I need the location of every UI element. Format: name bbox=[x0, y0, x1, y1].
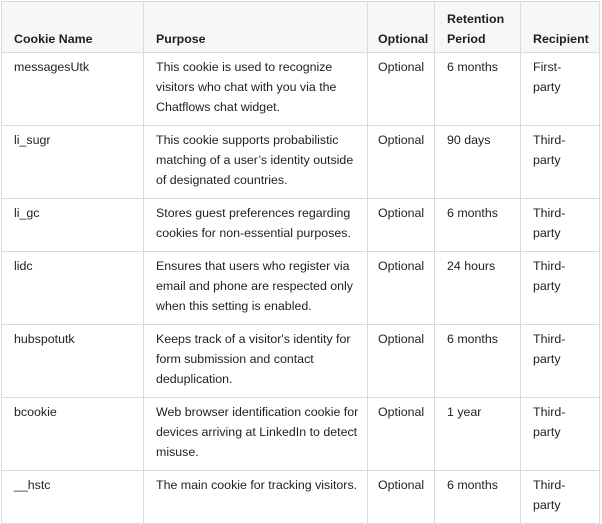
recipient-line: party bbox=[533, 279, 561, 293]
table-header bbox=[2, 2, 600, 53]
purpose-line: The main cookie for tracking visitors. bbox=[156, 478, 358, 492]
cookie-name-cell bbox=[2, 398, 144, 471]
retention-value: 6 months bbox=[447, 206, 498, 220]
cookie-name: lidc bbox=[14, 259, 33, 273]
recipient-line: party bbox=[533, 498, 561, 512]
optional-value: Optional bbox=[378, 332, 425, 346]
retention-value: 24 hours bbox=[447, 259, 496, 273]
table-row bbox=[2, 126, 600, 199]
recipient-line: First- bbox=[533, 60, 562, 74]
cookie-name-cell bbox=[2, 471, 144, 524]
cookie-table bbox=[1, 1, 600, 524]
retention-cell bbox=[435, 199, 521, 252]
retention-cell bbox=[435, 398, 521, 471]
cookie-name-cell bbox=[2, 126, 144, 199]
purpose-line: of designated countries. bbox=[156, 173, 288, 187]
purpose-line: deduplication. bbox=[156, 372, 233, 386]
purpose-line: devices arriving at LinkedIn to detect bbox=[156, 425, 358, 439]
retention-cell bbox=[435, 53, 521, 126]
optional-cell bbox=[368, 199, 435, 252]
optional-cell bbox=[368, 252, 435, 325]
purpose-line: Keeps track of a visitor's identity for bbox=[156, 332, 351, 346]
optional-cell bbox=[368, 53, 435, 126]
cookie-name-cell bbox=[2, 199, 144, 252]
optional-value: Optional bbox=[378, 60, 425, 74]
purpose-line: Stores guest preferences regarding bbox=[156, 206, 351, 220]
optional-value: Optional bbox=[378, 259, 425, 273]
recipient-line: party bbox=[533, 425, 561, 439]
optional-value: Optional bbox=[378, 478, 425, 492]
purpose-cell bbox=[144, 53, 368, 126]
recipient-cell bbox=[521, 252, 600, 325]
retention-value: 6 months bbox=[447, 332, 498, 346]
cookie-name: messagesUtk bbox=[14, 60, 90, 74]
recipient-line: Third- bbox=[533, 478, 566, 492]
optional-value: Optional bbox=[378, 133, 425, 147]
purpose-line: when this setting is enabled. bbox=[156, 299, 312, 313]
recipient-line: party bbox=[533, 153, 561, 167]
purpose-cell bbox=[144, 325, 368, 398]
cookie-name-cell bbox=[2, 325, 144, 398]
recipient-line: Third- bbox=[533, 259, 566, 273]
header-retention-period bbox=[435, 2, 521, 53]
recipient-cell bbox=[521, 471, 600, 524]
retention-cell bbox=[435, 471, 521, 524]
cookie-name: hubspotutk bbox=[14, 332, 75, 346]
recipient-line: party bbox=[533, 80, 561, 94]
retention-value: 90 days bbox=[447, 133, 491, 147]
recipient-cell bbox=[521, 199, 600, 252]
purpose-line: visitors who chat with you via the bbox=[156, 80, 337, 94]
purpose-line: Web browser identification cookie for bbox=[156, 405, 359, 419]
recipient-line: party bbox=[533, 226, 561, 240]
table-row bbox=[2, 325, 600, 398]
optional-cell bbox=[368, 325, 435, 398]
header-row bbox=[2, 2, 600, 53]
table-row bbox=[2, 252, 600, 325]
table-row bbox=[2, 471, 600, 524]
recipient-cell bbox=[521, 126, 600, 199]
retention-cell bbox=[435, 325, 521, 398]
header-retention-period-label: Retention Period bbox=[447, 12, 505, 46]
purpose-line: This cookie is used to recognize bbox=[156, 60, 333, 74]
retention-cell bbox=[435, 252, 521, 325]
table-row bbox=[2, 398, 600, 471]
retention-cell bbox=[435, 126, 521, 199]
cookie-name: __hstc bbox=[14, 478, 51, 492]
purpose-cell bbox=[144, 252, 368, 325]
recipient-line: Third- bbox=[533, 206, 566, 220]
retention-value: 1 year bbox=[447, 405, 482, 419]
purpose-line: This cookie supports probabilistic bbox=[156, 133, 339, 147]
purpose-cell bbox=[144, 199, 368, 252]
header-cookie-name: Cookie Name bbox=[2, 2, 144, 53]
optional-cell bbox=[368, 398, 435, 471]
optional-cell bbox=[368, 471, 435, 524]
purpose-line: Chatflows chat widget. bbox=[156, 100, 280, 114]
header-purpose: Purpose bbox=[144, 2, 368, 53]
purpose-line: matching of a user’s identity outside bbox=[156, 153, 354, 167]
table-body bbox=[2, 53, 600, 524]
purpose-line: misuse. bbox=[156, 445, 199, 459]
cookie-name: li_sugr bbox=[14, 133, 51, 147]
recipient-line: Third- bbox=[533, 133, 566, 147]
recipient-line: Third- bbox=[533, 405, 566, 419]
recipient-cell bbox=[521, 398, 600, 471]
purpose-cell bbox=[144, 471, 368, 524]
header-optional: Optional bbox=[368, 2, 435, 53]
recipient-line: party bbox=[533, 352, 561, 366]
purpose-line: cookies for non-essential purposes. bbox=[156, 226, 351, 240]
cookie-name: li_gc bbox=[14, 206, 40, 220]
table-row bbox=[2, 199, 600, 252]
purpose-cell bbox=[144, 398, 368, 471]
cookie-name-cell bbox=[2, 252, 144, 325]
table-row bbox=[2, 53, 600, 126]
recipient-cell bbox=[521, 53, 600, 126]
optional-cell bbox=[368, 126, 435, 199]
retention-value: 6 months bbox=[447, 478, 498, 492]
recipient-cell bbox=[521, 325, 600, 398]
purpose-cell bbox=[144, 126, 368, 199]
optional-value: Optional bbox=[378, 405, 425, 419]
optional-value: Optional bbox=[378, 206, 425, 220]
header-recipient: Recipient bbox=[521, 2, 600, 53]
cookie-name-cell bbox=[2, 53, 144, 126]
purpose-line: email and phone are respected only bbox=[156, 279, 354, 293]
recipient-line: Third- bbox=[533, 332, 566, 346]
retention-value: 6 months bbox=[447, 60, 498, 74]
purpose-line: Ensures that users who register via bbox=[156, 259, 350, 273]
purpose-line: form submission and contact bbox=[156, 352, 314, 366]
cookie-name: bcookie bbox=[14, 405, 57, 419]
